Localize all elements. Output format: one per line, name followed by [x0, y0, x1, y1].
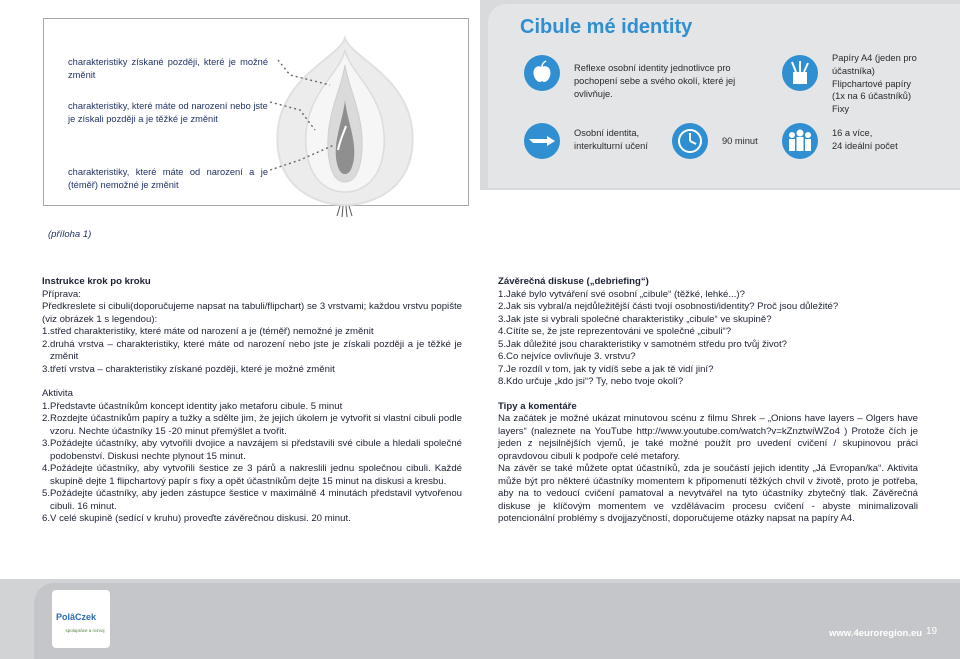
activity-step-item-number: 2.: [42, 413, 51, 424]
activity-step-item: [42, 401, 462, 414]
activity-step-item-text: Rozdejte účastníkům papíry a tužky a sdělte jim, že jejich úkolem je vytvořit si vlastní cibuli podle vzoru. Nechte účastníky 15 -20 minut přemýšlet a tvořit.: [50, 413, 462, 437]
debrief-question-item-number: 5.: [498, 338, 507, 350]
debrief-question-item: [498, 364, 918, 377]
activity-step-item-text: Představte účastníkům koncept identity jako metaforu cibule. 5 minut: [50, 400, 343, 412]
debrief-question-item-text: Co nejvíce ovlivňuje 3. vrstvu?: [506, 351, 636, 362]
prep-item: [42, 339, 462, 364]
prep-item-number: 2.: [42, 338, 51, 350]
pencil-cup-icon: [781, 54, 819, 92]
duration: 90 minut: [722, 136, 758, 146]
activity-step-item-number: 6.: [42, 513, 51, 524]
logo-subtitle: spolupráce a rozvoj: [65, 628, 105, 633]
activity-step-item: [42, 463, 462, 488]
tips-paragraph-1: Na začátek je možné ukázat minutovou scénu z filmu Shrek – „Onions have layers – Olgers have layers“ (naleznete na YouTube http://www.youtube.com/watch?v=kZnztwiWZo4 ) Protože čích je jeden z nejsilnějších vjemů, je také možné použít pro uvedení cvičení / skupinovou práci opravdovou cibuli k podpoře celé metafory.: [498, 413, 918, 462]
prep-label: Příprava:: [42, 288, 81, 300]
activity-step-item-number: 1.: [42, 400, 51, 412]
prep-item: [42, 326, 462, 339]
activity-step-item: [42, 413, 462, 438]
prep-item: [42, 364, 462, 377]
topic: [574, 127, 648, 153]
debrief-question-item: [498, 326, 918, 339]
debrief-question-item-number: 1.: [498, 288, 507, 300]
tips-heading: Tipy a komentáře: [498, 400, 577, 412]
debrief-question-item: [498, 314, 918, 327]
activity-step-item: [42, 513, 462, 526]
activity-list: [42, 401, 462, 526]
debrief-question-item-text: Je rozdíl v tom, jak ty vidíš sebe a jak tě vidí jiní?: [506, 363, 714, 375]
onion-roots: [337, 206, 352, 217]
debrief-question-item-text: Jak jste si vybrali společné charakteristiky „cibule“ ve skupině?: [506, 313, 772, 325]
debrief-question-item: [498, 301, 918, 314]
prep-item-text: střed charakteristiky, které máte od narození a je (téměř) nemožné je změnit: [50, 326, 374, 337]
activity-label: Aktivita: [42, 388, 73, 399]
debrief-question-item-number: 7.: [498, 363, 507, 375]
activity-step-item: [42, 438, 462, 463]
annex-label: (příloha 1): [48, 229, 92, 240]
activity-step-item-text: Požádejte účastníky, aby vytvořili dvojice a navzájem si představili své cibule a hledali společné podobenství. Diskusi nechte plynout 15 minut.: [50, 438, 462, 462]
prep-text: Předkreslete si cibuli(doporučujeme napsat na tabuli/flipchart) se 3 vrstvami; každou vrstvu popište (viz obrázek 1 s legendou):: [42, 301, 462, 325]
website-link[interactable]: www.4euroregion.eu: [829, 628, 923, 639]
debrief-question-item-number: 2.: [498, 301, 507, 312]
materials-line-3: (1x na 6 účastníků): [832, 91, 912, 102]
group-size: [832, 127, 898, 153]
activity-step-item-text: V celé skupině (sedící v kruhu) proveďte závěrečnou diskusi. 20 minut.: [50, 513, 351, 524]
legend-item-middle: charakteristiky, které máte od narození nebo jste je získali později a je těžké je změnit: [68, 101, 268, 124]
hand-pointer-icon: [523, 122, 561, 160]
legend-item-outer: charakteristiky získané později, které je možné změnit: [68, 57, 268, 80]
page-number: 19: [926, 626, 938, 637]
legend-item-core: charakteristiky, které máte od narození a je (téměř) nemožné je změnit: [68, 167, 268, 190]
logo-text: PolâCzek: [56, 612, 97, 622]
materials-line-2: Flipchartové papíry: [832, 78, 912, 89]
materials: [832, 52, 960, 116]
debrief-question-item: [498, 339, 918, 352]
instructions-section: [42, 276, 462, 526]
materials-line-1: Papíry A4 (jeden pro účastníka): [832, 53, 917, 76]
prep-item-text: třetí vrstva – charakteristiky získané později, které je možné změnit: [50, 363, 335, 375]
activity-step-item-number: 5.: [42, 488, 51, 499]
apple-icon: [523, 54, 561, 92]
prep-item-number: 3.: [42, 363, 51, 375]
debrief-heading: Závěrečná diskuse („debriefing“): [498, 276, 649, 287]
debrief-question-item-text: Cítíte se, že jste reprezentováni ve společné „cibuli“?: [506, 326, 732, 337]
debrief-question-item-text: Jak sis vybral/a nejdůležitější části tvojí osobnosti/identity? Proč jsou důležité?: [506, 301, 839, 312]
prep-item-number: 1.: [42, 326, 51, 337]
topic-line-1: Osobní identita,: [574, 128, 640, 138]
activity-step-item-text: Požádejte účastníky, aby jeden zástupce šestice v maximálně 4 minutách představil vytvořenou cibuli. 16 minut.: [50, 488, 462, 512]
group-size-line-1: 16 a více,: [832, 128, 873, 138]
materials-line-4: Fixy: [832, 104, 850, 115]
activity-step-item-number: 4.: [42, 463, 51, 474]
activity-step-item-text: Požádejte účastníky, aby vytvořili šestice ze 3 párů a nakreslili jednu společnou cibuli. Každé skupině dejte 1 flipchartový papír s fixy a opět účastníkům dejte 15 minut na diskusi a kresbu.: [50, 463, 462, 487]
clock-icon: [671, 122, 709, 160]
topic-line-2: interkulturní učení: [574, 140, 648, 151]
prep-item-text: druhá vrstva – charakteristiky, které máte od narození nebo jste je získali později a je těžké je změnit: [50, 338, 462, 362]
debrief-section: [498, 276, 918, 526]
debrief-question-item: [498, 289, 918, 302]
footer-band: [34, 583, 960, 659]
debrief-list: [498, 289, 918, 389]
prep-list: [42, 326, 462, 376]
debrief-question-item-text: Jaké bylo vytváření své osobní „cibule“ (těžké, lehké...)?: [506, 288, 745, 300]
activity-step-item-number: 3.: [42, 438, 51, 449]
debrief-question-item-text: Kdo určuje „kdo jsi“? Ty, nebo tvoje okolí?: [506, 376, 684, 387]
debrief-question-item-number: 8.: [498, 376, 507, 387]
debrief-question-item: [498, 376, 918, 389]
debrief-question-item-number: 3.: [498, 313, 507, 325]
group-size-line-2: 24 ideální počet: [832, 140, 898, 151]
page-title: Cibule mé identity: [520, 16, 693, 38]
debrief-question-item: [498, 351, 918, 364]
activity-step-item: [42, 488, 462, 513]
people-group-icon: [781, 122, 819, 160]
debrief-question-item-text: Jak důležité jsou charakteristiky v samotném středu pro tvůj život?: [506, 338, 788, 350]
instructions-heading: Instrukce krok po kroku: [42, 276, 151, 287]
debrief-question-item-number: 6.: [498, 351, 507, 362]
tips-paragraph-2: Na závěr se také můžete optat účastníků, zda je součástí jejich identity „Já Evropan/ka“. Aktivita může být pro některé účastníky momentem k připomenutí těžkých chvil v životě, proto je potřeba, aby na to vedoucí cvičení pamatoval a nevytvářel na tyto účastníky zbytečný tlak. Závěrečná diskuse je klíčovým momentem ve vzdělávacím procesu cvičení - abyste minimalizovali potencionální problémy s dvojjazyčností, doporučujeme otázky napsat na papíry A4.: [498, 463, 918, 524]
debrief-question-item-number: 4.: [498, 326, 507, 337]
activity-aim: Reflexe osobní identity jednotlivce pro pochopení sebe a svého okolí, které jej ovlivňuje.: [574, 63, 736, 99]
onion-illustration: [230, 20, 460, 220]
